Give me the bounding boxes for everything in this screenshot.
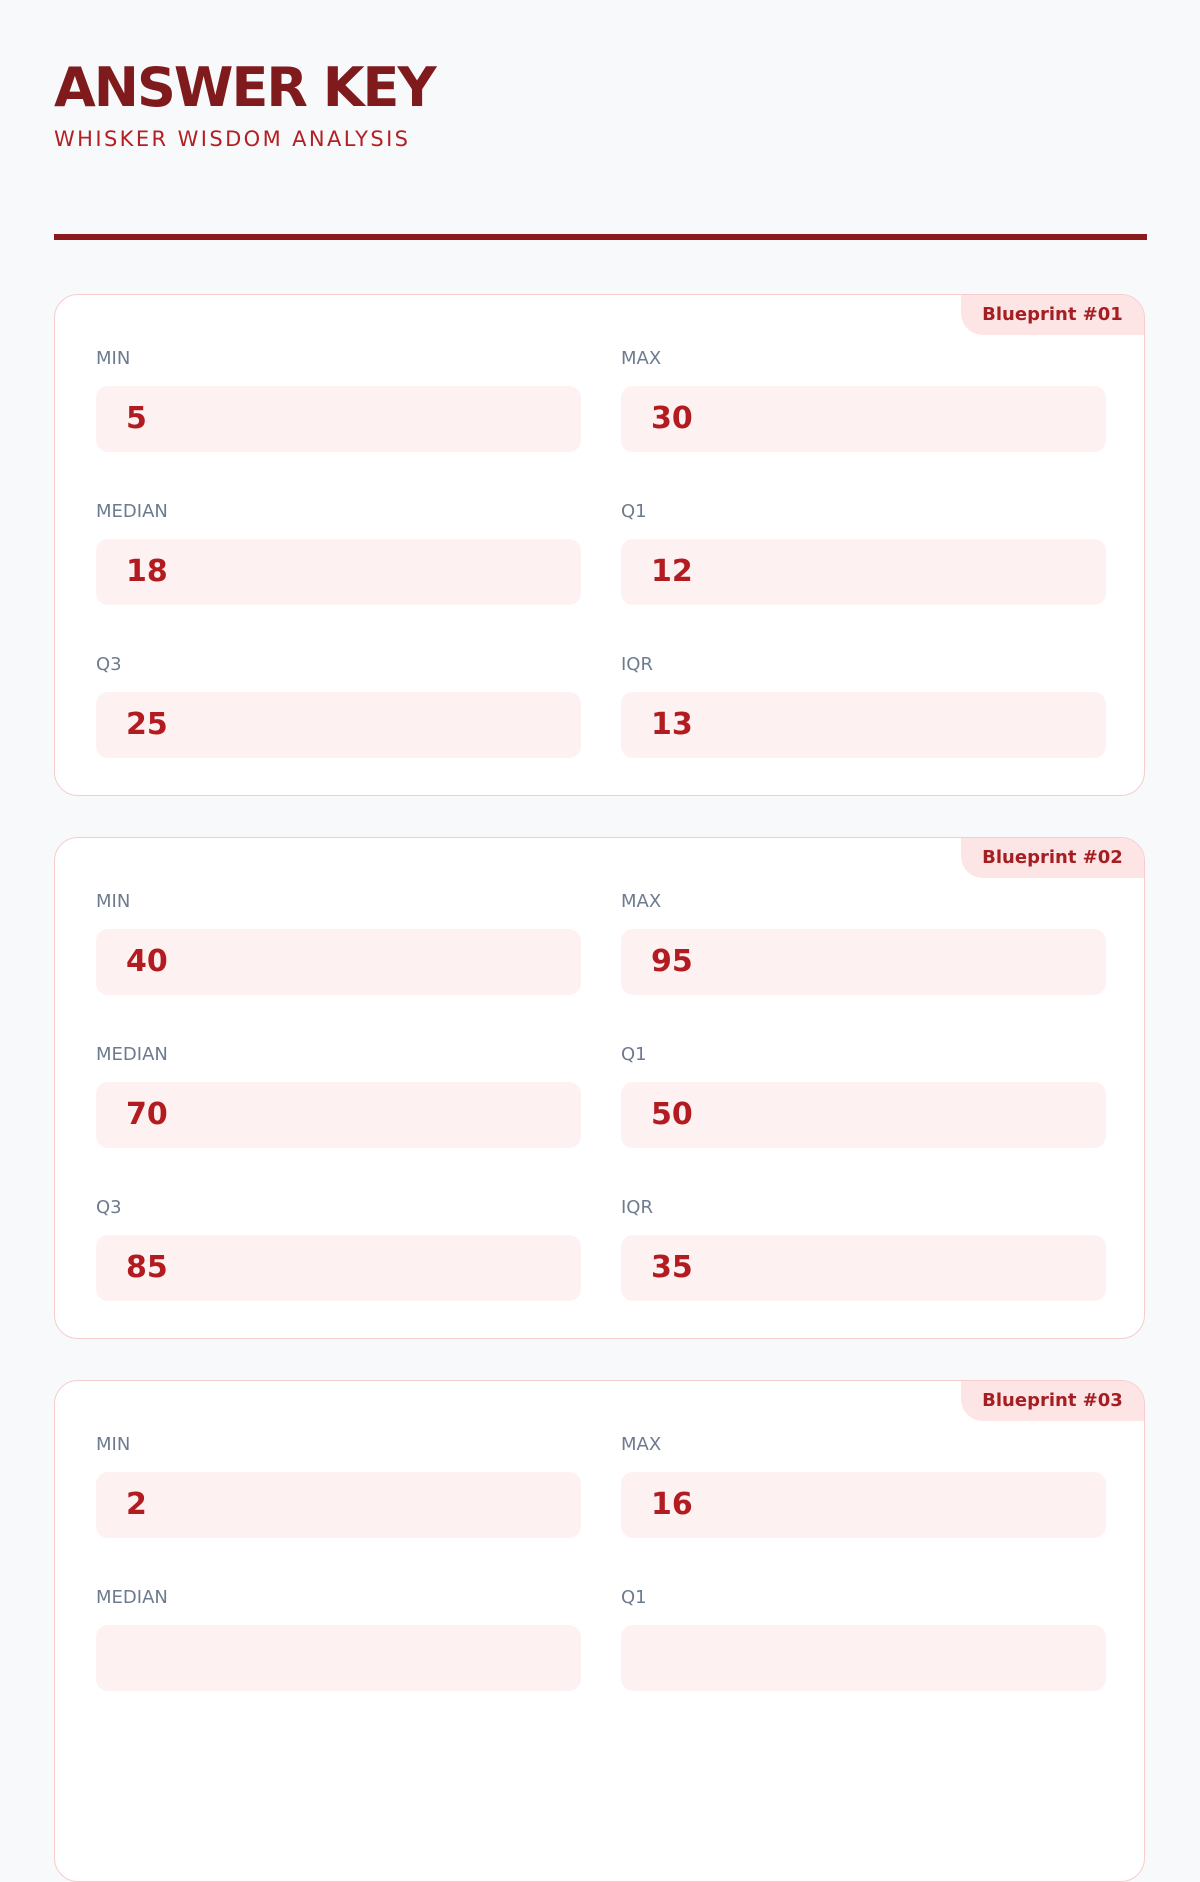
field-value: 30 xyxy=(621,386,1106,452)
field-value: 25 xyxy=(96,692,581,758)
field-label: MIN xyxy=(96,891,131,912)
q1-field xyxy=(621,1587,1106,1691)
field-label: IQR xyxy=(621,654,653,675)
header-divider xyxy=(54,234,1147,240)
field-value: 13 xyxy=(621,692,1106,758)
max-field xyxy=(621,348,1106,452)
min-field xyxy=(96,1434,581,1538)
blueprint-card xyxy=(54,294,1145,796)
page-header xyxy=(54,56,435,152)
field-value xyxy=(96,1625,581,1691)
blueprint-badge: Blueprint #01 xyxy=(961,295,1144,335)
q1-field xyxy=(621,1044,1106,1148)
field-value: 5 xyxy=(96,386,581,452)
field-label: MEDIAN xyxy=(96,1044,168,1065)
field-label: Q3 xyxy=(96,1197,122,1218)
median-field xyxy=(96,1587,581,1691)
min-field xyxy=(96,891,581,995)
field-label: Q1 xyxy=(621,1044,647,1065)
field-value: 50 xyxy=(621,1082,1106,1148)
q1-field xyxy=(621,501,1106,605)
field-label: Q3 xyxy=(96,654,122,675)
field-label: Q1 xyxy=(621,1587,647,1608)
field-label: IQR xyxy=(621,1197,653,1218)
blueprint-card xyxy=(54,1380,1145,1882)
q3-field xyxy=(96,654,581,758)
field-label: MEDIAN xyxy=(96,1587,168,1608)
blueprint-card xyxy=(54,837,1145,1339)
field-label: MIN xyxy=(96,1434,131,1455)
q3-field xyxy=(96,1197,581,1301)
field-label: Q1 xyxy=(621,501,647,522)
median-field xyxy=(96,1044,581,1148)
field-value: 85 xyxy=(96,1235,581,1301)
field-value: 35 xyxy=(621,1235,1106,1301)
field-label: MAX xyxy=(621,891,662,912)
page-subtitle: WHISKER WISDOM ANALYSIS xyxy=(54,127,411,151)
median-field xyxy=(96,501,581,605)
min-field xyxy=(96,348,581,452)
field-label: MAX xyxy=(621,348,662,369)
iqr-field xyxy=(621,654,1106,758)
page-title: ANSWER KEY xyxy=(54,56,435,119)
blueprint-badge: Blueprint #03 xyxy=(961,1381,1144,1421)
field-value: 12 xyxy=(621,539,1106,605)
field-label: MEDIAN xyxy=(96,501,168,522)
field-value: 70 xyxy=(96,1082,581,1148)
iqr-field xyxy=(621,1197,1106,1301)
field-label: MIN xyxy=(96,348,131,369)
field-value: 18 xyxy=(96,539,581,605)
field-label: MAX xyxy=(621,1434,662,1455)
field-value: 16 xyxy=(621,1472,1106,1538)
max-field xyxy=(621,891,1106,995)
field-value: 40 xyxy=(96,929,581,995)
field-value: 95 xyxy=(621,929,1106,995)
max-field xyxy=(621,1434,1106,1538)
field-value xyxy=(621,1625,1106,1691)
field-value: 2 xyxy=(96,1472,581,1538)
blueprint-badge: Blueprint #02 xyxy=(961,838,1144,878)
